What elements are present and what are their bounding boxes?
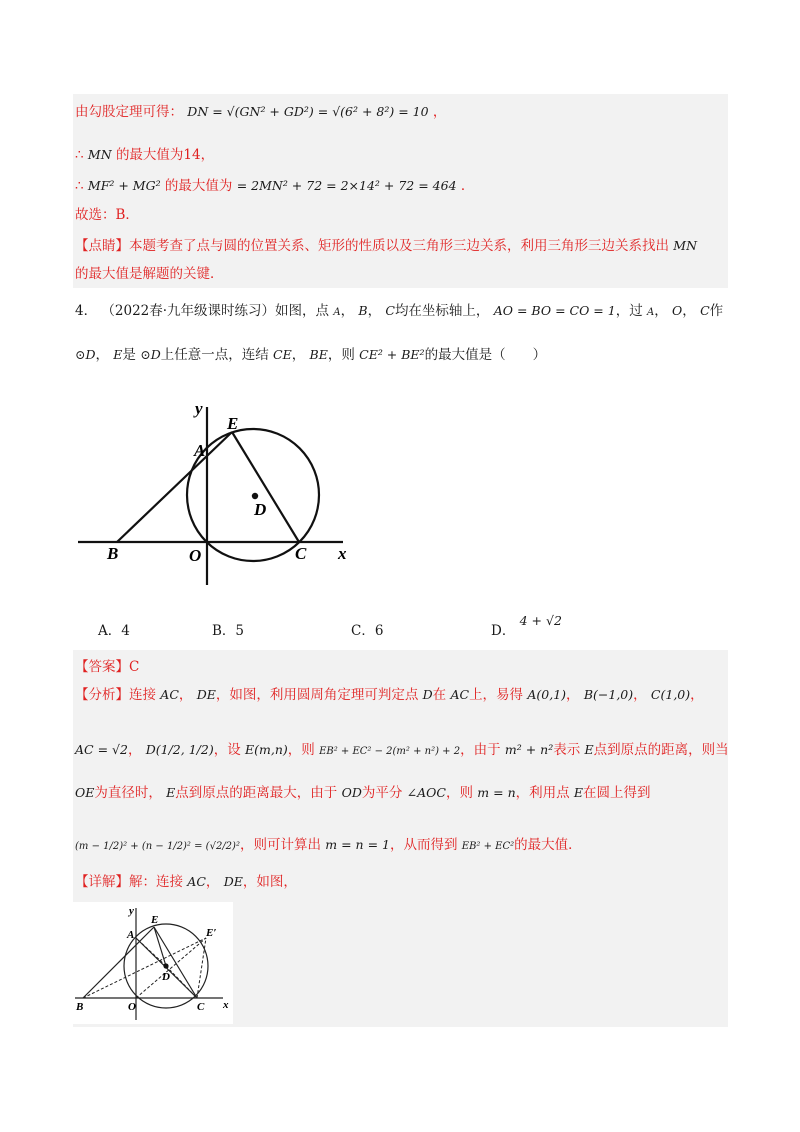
solution-line-2: ∴ MN 的最大值为14， [75, 147, 215, 163]
question-line-1: 4． （2022春·九年级课时练习）如图，点 A， B， C均在坐标轴上， AO = BO = CO = 1，过 A， O， C作 [75, 303, 724, 319]
label-e-prime: E′ [206, 927, 217, 939]
option-d[interactable]: D． 4 + √2 [491, 613, 562, 639]
segment-ec [232, 432, 299, 542]
solution-line-5: 【点睛】本题考查了点与圆的位置关系、矩形的性质以及三角形三边关系，利用三角形三边关系找出 MN [75, 238, 698, 254]
option-a[interactable]: A．4 [98, 623, 130, 639]
formula-dn: DN = √(GN² + GD²) = √(6² + 8²) = 10 [187, 104, 429, 119]
analysis-line-2: AC = √2， D(1/2, 1/2)，设 E(m,n)，则 EB² + EC² − 2(m² + n²) + 2，由于 m² + n²表示 E点到原点的距离，则当 [75, 742, 729, 758]
option-c[interactable]: C．6 [351, 623, 384, 639]
label-o: O [128, 1001, 136, 1013]
label-b: B [76, 1001, 84, 1013]
detail-figure [73, 902, 233, 1024]
label-e: E [227, 414, 239, 433]
label-x: x [223, 999, 229, 1011]
segment-be [117, 432, 232, 542]
question-figure [75, 395, 365, 590]
question-line-2: ⊙D， E是 ⊙D上任意一点，连结 CE， BE，则 CE² + BE²的最大值是（ ） [75, 347, 547, 363]
solution-line-6: 的最大值是解题的关键． [75, 266, 224, 282]
label-d: D [254, 500, 267, 519]
label-c: C [197, 1001, 205, 1013]
solution-line-3: ∴ MF² + MG² 的最大值为 = 2MN² + 72 = 2×14² + 72 = 464 ． [75, 178, 475, 194]
solution-line-4: 故选：B． [75, 207, 139, 223]
label-e: E [151, 914, 159, 926]
detail-line-1: 【详解】解：连接 AC， DE，如图， [75, 874, 297, 890]
analysis-line-3: OE为直径时， E点到原点的距离最大，由于 OD为平分 ∠AOC，则 m = n，利用点 E在圆上得到 [75, 785, 651, 801]
option-b[interactable]: B．5 [212, 623, 245, 639]
answer-label: 【答案】C [75, 659, 140, 675]
label-d: D [162, 971, 170, 983]
label-a: A [127, 929, 135, 941]
label-a: A [194, 441, 206, 460]
point-d [163, 963, 168, 968]
analysis-line-1: 【分析】连接 AC， DE，如图，利用圆周角定理可判定点 D在 AC上，易得 A(0,1)， B(−1,0)， C(1,0)， [75, 687, 704, 703]
label-b: B [107, 544, 119, 563]
label-o: O [189, 546, 202, 565]
label-y: y [195, 399, 203, 418]
label-c: C [295, 544, 307, 563]
label-x: x [338, 544, 347, 563]
point-d [252, 493, 258, 499]
analysis-line-4: (m − 1/2)² + (n − 1/2)² = (√2/2)²，则可计算出 m = n = 1，从而得到 EB² + EC²的最大值． [75, 837, 582, 853]
label-y: y [129, 905, 134, 917]
solution-line-1: 由勾股定理可得： DN = √(GN² + GD²) = √(6² + 8²) = 10 ， [75, 104, 447, 120]
